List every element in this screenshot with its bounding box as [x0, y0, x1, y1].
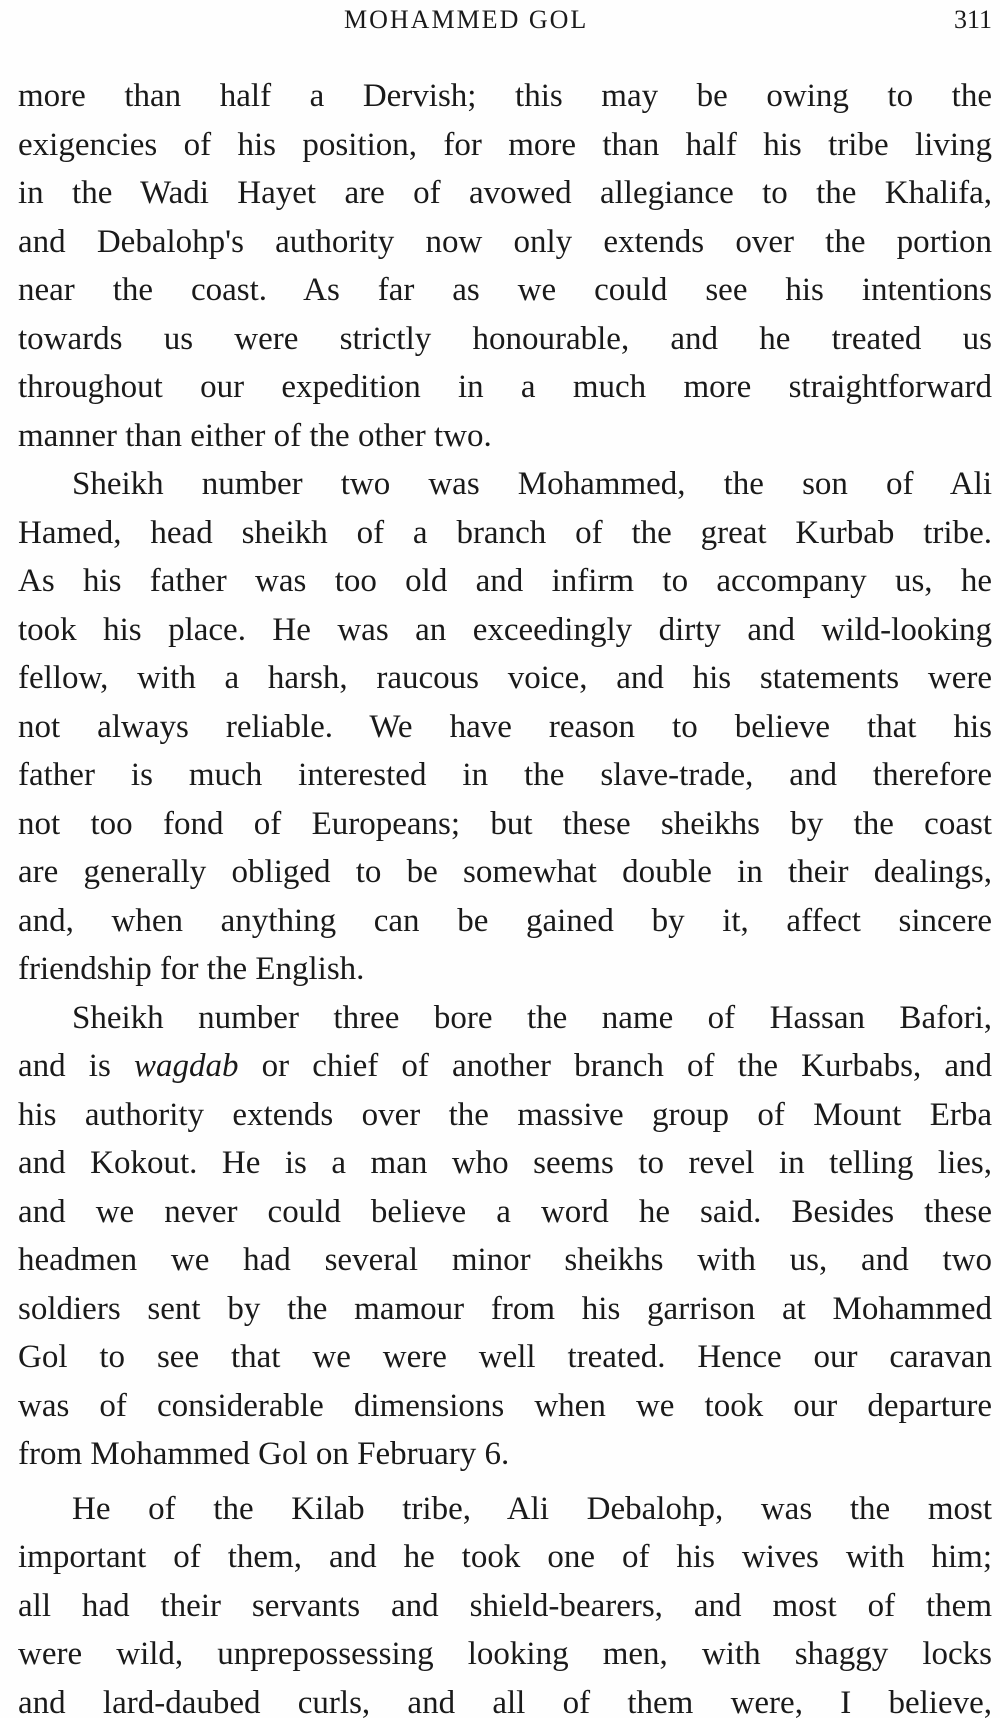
- text-line: Gol to see that we were well treated. Hence our caravan: [18, 1333, 992, 1382]
- text-line: from Mohammed Gol on February 6.: [18, 1430, 992, 1479]
- text-line: took his place. He was an exceedingly dirty and wild-looking: [18, 606, 992, 655]
- text-fragment: and is: [18, 1048, 134, 1084]
- text-line: manner than either of the other two.: [18, 412, 992, 461]
- text-line: Hamed, head sheikh of a branch of the great Kurbab tribe.: [18, 509, 992, 558]
- text-line: fellow, with a harsh, raucous voice, and his statements were: [18, 654, 992, 703]
- italic-term: wagdab: [134, 1048, 239, 1084]
- running-title: MOHAMMED GOL: [344, 2, 588, 38]
- text-line: [18, 1042, 992, 1091]
- text-line: and lard-daubed curls, and all of them were, I believe,: [18, 1679, 992, 1727]
- text-line: his authority extends over the massive group of Mount Erba: [18, 1091, 992, 1140]
- text-line: and, when anything can be gained by it, affect sincere: [18, 897, 992, 946]
- text-line: and Debalohp's authority now only extends over the portion: [18, 218, 992, 267]
- text-line: not too fond of Europeans; but these sheikhs by the coast: [18, 800, 992, 849]
- text-line: in the Wadi Hayet are of avowed allegiance to the Khalifa,: [18, 169, 992, 218]
- text-line: towards us were strictly honourable, and he treated us: [18, 315, 992, 364]
- page-number: 311: [954, 2, 992, 38]
- text-line: soldiers sent by the mamour from his garrison at Mohammed: [18, 1285, 992, 1334]
- text-line: was of considerable dimensions when we took our departure: [18, 1382, 992, 1431]
- text-line: important of them, and he took one of his wives with him;: [18, 1533, 992, 1582]
- text-line: throughout our expedition in a much more straightforward: [18, 363, 992, 412]
- text-line: and we never could believe a word he said. Besides these: [18, 1188, 992, 1237]
- paragraph-3: [18, 994, 992, 1479]
- text-line: and Kokout. He is a man who seems to revel in telling lies,: [18, 1139, 992, 1188]
- body-text: [18, 72, 992, 1727]
- text-line: headmen we had several minor sheikhs with us, and two: [18, 1236, 992, 1285]
- running-head: [0, 0, 1000, 44]
- text-line: all had their servants and shield-bearers, and most of them: [18, 1582, 992, 1631]
- text-line: exigencies of his position, for more than half his tribe living: [18, 121, 992, 170]
- text-line: As his father was too old and infirm to accompany us, he: [18, 557, 992, 606]
- text-line: were wild, unprepossessing looking men, with shaggy locks: [18, 1630, 992, 1679]
- text-line: near the coast. As far as we could see his intentions: [18, 266, 992, 315]
- text-line: Sheikh number two was Mohammed, the son of Ali: [18, 460, 992, 509]
- text-line: friendship for the English.: [18, 945, 992, 994]
- text-line: father is much interested in the slave-trade, and therefore: [18, 751, 992, 800]
- text-line: He of the Kilab tribe, Ali Debalohp, was the most: [18, 1485, 992, 1534]
- text-line: are generally obliged to be somewhat double in their dealings,: [18, 848, 992, 897]
- paragraph-2: [18, 460, 992, 994]
- paragraph-4: [18, 1485, 992, 1727]
- text-line: more than half a Dervish; this may be owing to the: [18, 72, 992, 121]
- text-line: Sheikh number three bore the name of Hassan Bafori,: [18, 994, 992, 1043]
- paragraph-1: [18, 72, 992, 460]
- text-line: not always reliable. We have reason to believe that his: [18, 703, 992, 752]
- text-fragment: or chief of another branch of the Kurbabs, and: [238, 1048, 992, 1084]
